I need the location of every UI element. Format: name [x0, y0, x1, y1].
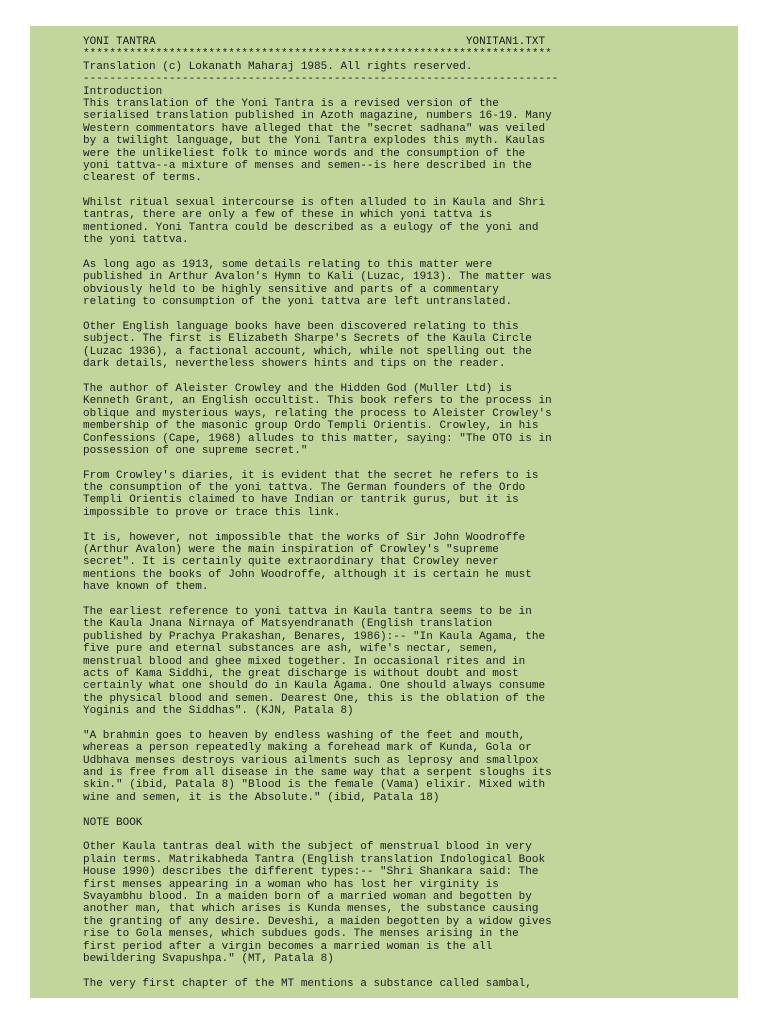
text-line: Other English language books have been discovered relating to this [83, 320, 519, 333]
text-line: YONI TANTRA YONITAN1.TXT [83, 36, 546, 48]
text-line: Translation (c) Lokanath Maharaj 1985. All rights reserved. [83, 60, 473, 73]
document-text [83, 36, 733, 990]
text-line [83, 965, 733, 977]
text-line: "A brahmin goes to heaven by endless washing of the feet and mouth, [83, 729, 526, 742]
text-line: whereas a person repeatedly making a forehead mark of Kunda, Gola or [83, 742, 532, 755]
text-line: skin." (ibid, Patala 8) "Blood is the female (Vama) elixir. Mixed with [83, 779, 546, 792]
text-line: Western commentators have alleged that the "secret sadhana" was veiled [83, 122, 546, 135]
text-line [83, 309, 733, 321]
document-page [30, 26, 738, 998]
text-line: and is free from all disease in the same way that a serpent sloughs its [83, 767, 552, 780]
text-line: Other Kaula tantras deal with the subject of menstrual blood in very [83, 841, 532, 854]
text-line: the physical blood and semen. Dearest One, this is the oblation of the [83, 692, 546, 705]
text-line: The author of Aleister Crowley and the Hidden God (Muller Ltd) is [83, 382, 513, 395]
text-line [83, 185, 733, 197]
text-line: five pure and eternal substances are ash, wife's nectar, semen, [83, 643, 499, 656]
text-line: Confessions (Cape, 1968) alludes to this matter, saying: "The OTO is in [83, 432, 552, 445]
text-line: serialised translation published in Azoth magazine, numbers 16-19. Many [83, 110, 552, 123]
text-line: bewildering Svapushpa." (MT, Patala 8) [83, 952, 334, 965]
text-line: (Arthur Avalon) were the main inspiration of Crowley's "supreme [83, 544, 499, 557]
text-line: published in Arthur Avalon's Hymn to Kali (Luzac, 1913). The matter was [83, 271, 552, 284]
text-line: From Crowley's diaries, it is evident that the secret he refers to is [83, 469, 539, 482]
text-line [83, 804, 733, 816]
text-line: (Luzac 1936), a factional account, which, while not spelling out the [83, 345, 532, 358]
text-line: the yoni tattva. [83, 234, 189, 247]
text-line: relating to consumption of the yoni tattva are left untranslated. [83, 296, 513, 309]
text-line: dark details, nevertheless showers hints and tips on the reader. [83, 358, 506, 371]
text-line: secret". It is certainly quite extraordinary that Crowley never [83, 556, 499, 569]
text-line [83, 594, 733, 606]
text-line: NOTE BOOK [83, 816, 143, 829]
text-line: wine and semen, it is the Absolute." (ibid, Patala 18) [83, 791, 440, 804]
text-line: *********************************************************************** [83, 48, 552, 61]
text-line [83, 457, 733, 469]
text-line [83, 717, 733, 729]
text-line: House 1990) describes the different types:-- "Shri Shankara said: The [83, 866, 539, 879]
text-line: first menses appearing in a woman who has lost her virginity is [83, 878, 499, 891]
text-line [83, 371, 733, 383]
text-line: mentioned. Yoni Tantra could be described as a eulogy of the yoni and [83, 221, 539, 234]
text-line: impossible to prove or trace this link. [83, 506, 341, 519]
text-line: Svayambhu blood. In a maiden born of a married woman and begotten by [83, 890, 532, 903]
text-line: Udbhava menses destroys various ailments such as leprosy and smallpox [83, 754, 539, 767]
text-line: first period after a virgin becomes a married woman is the all [83, 940, 493, 953]
text-line: This translation of the Yoni Tantra is a revised version of the [83, 97, 499, 110]
text-line: the Kaula Jnana Nirnaya of Matsyendranath (English translation [83, 618, 493, 631]
text-line: the granting of any desire. Deveshi, a maiden begotten by a widow gives [83, 915, 552, 928]
text-line: possession of one supreme secret." [83, 444, 308, 457]
text-line: Yoginis and the Siddhas". (KJN, Patala 8) [83, 705, 354, 718]
text-line: Whilst ritual sexual intercourse is often alluded to in Kaula and Shri [83, 197, 546, 210]
text-line: The earliest reference to yoni tattva in Kaula tantra seems to be in [83, 605, 532, 618]
text-line [83, 519, 733, 531]
text-line: As long ago as 1913, some details relating to this matter were [83, 259, 493, 272]
text-line: mentions the books of John Woodroffe, although it is certain he must [83, 568, 532, 581]
text-line: membership of the masonic group Ordo Templi Orientis. Crowley, in his [83, 420, 539, 433]
text-line: ------------------------------------------------------------------------ [83, 73, 559, 86]
text-line: plain terms. Matrikabheda Tantra (English translation Indological Book [83, 853, 546, 866]
text-line: another man, that which arises is Kunda menses, the substance causing [83, 903, 539, 916]
text-line: The very first chapter of the MT mentions a substance called sambal, [83, 977, 532, 990]
text-line: certainly what one should do in Kaula Agama. One should always consume [83, 680, 546, 693]
text-line: acts of Kama Siddhi, the great discharge is without doubt and most [83, 667, 519, 680]
text-line: oblique and mysterious ways, relating the process to Aleister Crowley's [83, 407, 552, 420]
text-line: the consumption of the yoni tattva. The German founders of the Ordo [83, 482, 526, 495]
text-line: have known of them. [83, 581, 209, 594]
text-line [83, 247, 733, 259]
text-line: published by Prachya Prakashan, Benares, 1986):-- "In Kaula Agama, the [83, 630, 546, 643]
text-line: subject. The first is Elizabeth Sharpe's Secrets of the Kaula Circle [83, 333, 532, 346]
text-line: It is, however, not impossible that the works of Sir John Woodroffe [83, 531, 526, 544]
text-line: Templi Orientis claimed to have Indian or tantrik gurus, but it is [83, 494, 519, 507]
text-line [83, 829, 733, 841]
text-line: clearest of terms. [83, 172, 202, 185]
text-line: were the unlikeliest folk to mince words and the consumption of the [83, 147, 526, 160]
text-line: rise to Gola menses, which subdues gods. The menses arising in the [83, 928, 519, 941]
text-line: by a twilight language, but the Yoni Tantra explodes this myth. Kaulas [83, 135, 546, 148]
text-line: Introduction [83, 85, 163, 98]
text-line: yoni tattva--a mixture of menses and semen--is here described in the [83, 159, 532, 172]
text-line: obviously held to be highly sensitive and parts of a commentary [83, 283, 499, 296]
text-line: Kenneth Grant, an English occultist. This book refers to the process in [83, 395, 552, 408]
text-line: menstrual blood and ghee mixed together. In occasional rites and in [83, 655, 526, 668]
text-line: tantras, there are only a few of these in which yoni tattva is [83, 209, 493, 222]
